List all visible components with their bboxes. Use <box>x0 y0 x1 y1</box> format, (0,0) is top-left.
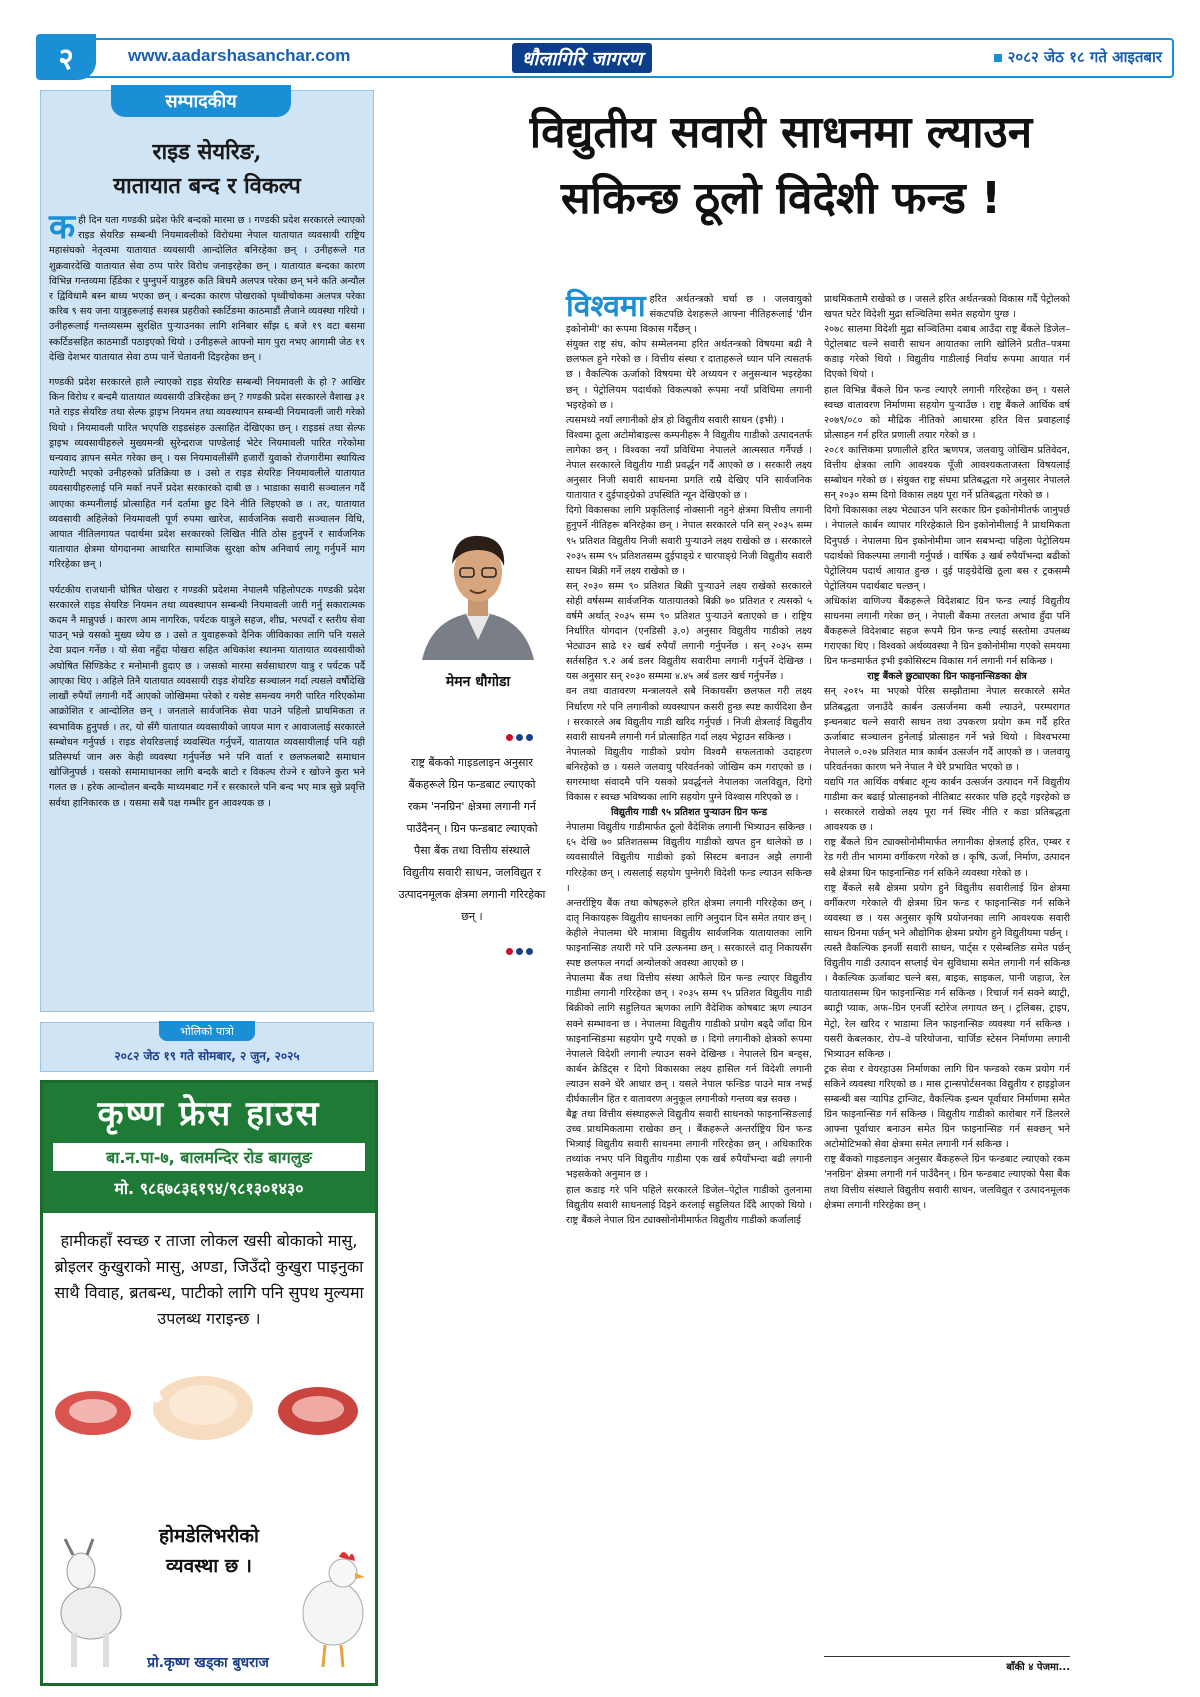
headline-line1: विद्युतीय सवारी साधनमा ल्याउन <box>529 107 1033 158</box>
editorial-paragraph: पर्यटकीय राजधानी घोषित पोखरा र गण्डकी प्रदेशमा नेपालमै पहिलोपटक गण्डकी प्रदेश सरकारले राइड सेयरिङ नियमन तथा व्यवस्थापन सम्बन्धी नियमावली जारी गर्नु सकारात्मक कदम नै मान्नुपर्छ । कारण आम नागरिक, पर्यटक यात्रुले सहज, शीघ्र, भरपर्दो र स्तरीय सेवा पाउन् भन्ने यसको मुख्य ध्येय छ । उसो त युवाहरूको दैनिक जीविकाका लागि पनि यसले टेवा प्रदान गर्नेछ । यो सेवा नहुँदा पोखरा सहित अधिकांश स्थानमा यातायात व्यवसायीको अघोषित सिण्डिकेट र मनोमानी हुदाए छ । जसको मारमा सर्वसाधारण यात्रु र पर्यटक पर्दै आएका थिए । अहिले तिनै यातायात व्यवसायी राइड शेयरिङ सञ्चालन गर्दा त्यसले वर्षौदेखि लाखौं रुपैयाँ लगानी गर्दै आएको जोखिममा परेको र यसेष्ट समन्वय नगरी पारित गरिएकोमा आक्रोशित र आन्दोलित छन् । जनताले सार्वजनिक सेवा पाउने पहिलो प्राथमिकता त स्वभाविक हुनुपर्छ । तर, यो सँगै यातायात व्यवसायीको जायज माग र आवाजलाई सरकारले सम्बोधन गर्नुपर्छ । राइड शेयरिङलाई व्यवस्थित गर्नुपर्ने, यातायात व्यवसायीलाई पनि यही प्रतिस्पर्धा जान अरु केही व्यवस्था गर्नुपर्नेछ भने पनि वार्ता र छलफलबाटै समाधान खोजिनुपर्छ । यसको समामाधानका लागि बन्दकै बाटो र विकल्प रोज्ने र खोज्ने कुरा भने गलत छ । हरेक आन्दोलन बन्दकै माध्यमबाट गर्ने र सरकारले पनि बन्द भए मात्र सुन्ने प्रवृत्ति सर्वथा हानिकारक छ । यसमा सबै पक्ष गम्भीर हुन आवश्यक छ । <box>49 584 365 809</box>
article-headline <box>392 100 1170 232</box>
masthead <box>482 40 682 76</box>
editorial-paragraph: गण्डकी प्रदेश सरकारले हालै ल्याएको राइड सेयरिङ सम्बन्धी नियमावली के हो ? आखिर किन विरोध र बन्दमै यातायात व्यवसायी उत्रिरहेका छन् ? गण्डकी प्रदेश सरकारले वैशाख ३१ गते राइड सेयरिङ तथा सेल्फ ड्राइभ नियमन तथा व्यवस्थापन सम्बन्धी नियमावली जारी गरेको थियो । नियमावली पारित भएपछि राइडसंहरु उत्साहित देखिएका छन् । राइडसं तथा सेल्फ ड्राइभ व्यवसायीहरुले मुख्यमन्त्री सुरेन्द्रराज पाण्डेलाई भेटेर नियमावली पारित गरेकोमा धन्यवाद ज्ञापन समेत गरेका छन् । यस नियमावलीसँगै हजारौं युवाको रोजगारीमा स्थायित्व ग्यारेण्टी भएको उनीहरुको प्रतिक्रिया छ । उसो त राइड सेयरिङ नियमावलीले यातायात व्यवसायीहरुलाई पनि मर्का नपर्ने प्रदेश सरकारको दाबी छ । भाडाका सवारी सञ्चालन गर्दै आएका कम्पनीलाई प्रोत्साहित गर्न दर्तामा छुट दिने नीति लिइएको छ । तर, यातायात व्यवसायी अहिलेको नियमावली पूर्ण रुपमा खारेज, सार्वजनिक सवारी सञ्चालन विधि, आयात नीतिलगायत पदार्थमा प्रदेश सरकारको लिखित नीति ठोस हुनुपर्ने र सार्वजनिक यातायात क्षेत्रमा योगदानमा आधारित सामाजिक सुरक्षा कोष अनिवार्य लागू गर्नुपर्ने माग गरिरहेका छन् । <box>49 377 365 571</box>
article-paragraph: राष्ट्र बैंकको गाइडलाइन अनुसार बैंकहरूले ग्रिन फन्डबाट ल्याएको रकम 'ननग्रिन' क्षेत्रमा लगानी गर्न पाउँदैनन् । ग्रिन फन्डबाट ल्याएको पैसा बैंक तथा वित्तीय संस्थाले विद्युतीय सवारी साधन, जलविद्युत र उत्पादनमूलक क्षेत्रमा लगानी गरिरहेका छन् । <box>824 1154 1070 1211</box>
article-paragraph: राष्ट्र बैंकले सबै क्षेत्रमा प्रयोग हुने विद्युतीय सवारीलाई ग्रिन क्षेत्रमा वर्गीकरण गरेकाले यी क्षेत्रमा ग्रिन फन्ड र फाइनान्सिङ गर्न सकिने व्यवस्था छ । यस अनुसार कृषि प्रयोजनका लागि आवश्यक सवारी साधन ग्रिनमा पर्छन् भने औद्योगिक क्षेत्रमा प्रयोग हुने विद्युतीयमा पर्छन् । <box>824 882 1070 939</box>
article-paragraph: वन तथा वातावरण मन्त्रालयले सबै निकायसँग छलफल गरी लक्ष्य निर्धारण गरे पनि लगानीको व्यवस्थापन कसरी हुन्छ स्पष्ट कार्यदिशा छैन । सरकारले अब विद्युतीय गाडी खरिद गर्नुपर्छ । निजी क्षेत्रलाई विद्युतीय सवारी साधनमै लगानी गर्न प्रोत्साहित गर्दा लक्ष्य भेट्टाउन सकिन्छ । <box>566 686 812 743</box>
editorial-paragraph-text: ही दिन यता गण्डकी प्रदेश फेरि बन्दको मारमा छ । गण्डकी प्रदेश सरकारले ल्याएको राइड सेयरिङ सम्बन्धी नियमावलीको विरोधमा नेपाल यातायात व्यवसायी राष्ट्रिय महासंघको नेतृत्वमा यातायात व्यवसायी आन्दोलित बनिरहेका छन् । उनीहरूले गत शुक्रवारदेखि यातायात सेवा ठप्प पारेर विरोध जनाइरहेका छन् । यातायात बन्दका कारण विभिन्न गन्तव्यमा हिँडेका र पुग्नुपर्ने यात्रुहरु कति बिचमै अलपत्र परेका छन् भने कति अन्यौल र द्विविधामै बस्न बाध्य भएका छन् । बन्दका कारण पोखराको पृथ्वीचोकमा अलपत्र परेका करिब ९ सय जना यात्रुहरूलाई सशस्त्र प्रहरीको स्कर्टिङमा काठमाडौं लैजाने व्यवस्था गरियो । उनीहरूलाई गन्तव्यसम्म सुरक्षित पुर्‍याउनका लागि शनिबार साँझ ६ बजे १९ वटा बसमा स्कर्टिङसहित काठमाडौं पठाइएको थियो । उनीहरूले आफ्नो माग पुरा नभए आगामी जेठ १९ देखि देशभर यातायात सेवा ठप्प पार्ने चेतावनी दिइरहेका छन् । <box>49 215 365 363</box>
article-subheading: विद्युतीय गाडी ९५ प्रतिशत पुर्‍याउन ग्रिन फन्ड <box>610 807 768 819</box>
editorial-paragraph <box>49 207 365 365</box>
home-delivery-line1: होमडेलिभरीको <box>159 1525 259 1547</box>
ad-owner: प्रो.कृष्ण खड्का बुधराज <box>147 1655 269 1671</box>
headline-line2: सकिन्छ ठूलो विदेशी फन्ड ! <box>560 173 1002 224</box>
editorial-body <box>49 207 365 821</box>
article-paragraph: दिगो विकासका लागि प्रकृतिलाई नोक्सानी नहुने क्षेत्रमा वित्तीय लगानी हुनुपर्ने नीतिहरू बनिरहेका छन् । नेपाल सरकारले पनि सन् २०३५ सम्म ९५ प्रतिशत विद्युतीय निजी सवारी पुर्‍याउने लक्ष्य राखेको छ । सरकारले २०३५ सम्म ९५ प्रतिशतसम्म दुईपाङ्ग्रे र चारपाङ्ग्रे निजी विद्युतीय सवारी साधन बिक्री गर्ने लक्ष्य राखेको छ । <box>566 505 812 577</box>
tomorrow-date: २०८२ जेठ १९ गते सोमबार, २ जुन, २०२५ <box>114 1049 300 1063</box>
article-paragraph: त्यसमध्ये नयाँ लगानीको क्षेत्र हो विद्युतीय सवारी साधन (इभी) । <box>566 414 784 426</box>
article-paragraph: त्यस्तै वैकल्पिक इनर्जी सवारी साधन, पार्ट्स र एसेम्बलिङ समेत पर्छन् विद्युतीय गाडी उत्पादन सप्लाई चेन सुविधामा समेत लगानी गर्न सकिन्छ । वैकल्पिक ऊर्जाबाट चल्ने बस, बाइक, साइकल, पानी जहाज, रेल यातायातसम्म ग्रिन फाइनान्सिङ गर्न सकिन्छ । रिचार्ज गर्न सक्ने ब्याट्री, ब्याट्री प्याक, अफ–ग्रिन एनर्जी स्टोरेज लगायत छन् । ट्रलिबस, ट्राइप, मेट्रो, रेल खरिद र भाडामा लिन फाइनान्सिङ व्यवस्था गर्न सकिन्छ । यसरी केबलकार, रोप–वे परियोजना, चार्जिङ स्टेसन निर्माणमा लगानी भित्र्याउन सकिन्छ । <box>824 943 1070 1060</box>
article-paragraph: यद्यपि गत आर्थिक वर्षबाट शून्य कार्बन उत्सर्जन उत्पादन गर्ने विद्युतीय गाडीमा कर बढाई प्रोत्साहनको नीतिबाट सरकार पछि हट्दै गइरहेको छ । सरकारले राखेको लक्ष्य पूरा गर्न स्थिर नीति र कडा प्रतिबद्धता आवश्यक छ । <box>824 777 1070 834</box>
tomorrow-calendar <box>40 1022 374 1072</box>
pull-quote: राष्ट्र बैंकको गाइडलाइन अनुसार बैंकहरूले ग्रिन फन्डबाट ल्याएको रकम 'ननग्रिन' क्षेत्रमा लगानी गर्न पाउँदैनन् । ग्रिन फन्डबाट ल्याएको पैसा बैंक तथा वित्तीय संस्थाले विद्युतीय सवारी साधन, जलविद्युत र उत्पादनमूलक क्षेत्रमा लगानी गरिरहेका छन् । <box>398 756 546 923</box>
article-column-2 <box>824 292 1070 1213</box>
continued-on-page[interactable]: बाँकी ४ पेजमा... <box>824 1656 1070 1673</box>
article-paragraph: नेपालमा बैंक तथा वित्तीय संस्था आफैले ग्रिन फन्ड ल्याएर विद्युतीय गाडीमा लगानी गरिरहेका छन् । २०३५ सम्म ९५ प्रतिशत विद्युतीय गाडी बिक्रीको लागि सहुलियत ऋणका लागि वैदेशिक कोषबाट ऋण ल्याउन सक्ने सम्भावना छ । नेपालमा विद्युतीय गाडीको प्रयोग बढ्दै जाँदा ग्रिन फाइनान्सिङमा सहयोग पुग्दै गएको छ । दिगो लगानीको क्षेत्रको रूपमा नेपालले विदेशी लगानी ल्याउन सक्ने देखिन्छ । नेपालले ग्रिन बन्ड्स, कार्बन क्रेडिट्स र दिगो विकासका लक्ष्य हासिल गर्न विदेशी लगानी ल्याउन सक्ने धेरै आधार छन् । यसले नेपाल फन्डिङ पाउने मात्र नभई दीर्घकालीन हित र वातावरण अनुकूल लगानीको गन्तव्य बन्न सक्छ । <box>566 973 812 1105</box>
meat-image-icon <box>53 1353 365 1453</box>
article-paragraph: ट्रक सेवा र वेयरहाउस निर्माणका लागि ग्रिन फन्डको रकम प्रयोग गर्न सकिने व्यवस्था गरिएको छ । मास ट्रान्सपोर्टसनका विद्युतीय र हाइड्रोजन सम्बन्धी बस र्‍यापिड ट्रान्जिट, वैकल्पिक इन्धन पूर्वाधार निर्माणमा समेत ग्रिन फाइनान्सिङ गर्न सकिन्छ । विद्युतीय गाडीको कारोबार गर्ने डिलरले आफ्ना पूर्वाधार बनाउन समेत ग्रिन फाइनान्सिङ गर्न सक्छन् भने अटोमोटिभको सेवा क्षेत्रमा समेत लगानी गर्न सकिन्छ । <box>824 1063 1070 1151</box>
article-paragraph: अन्तर्राष्ट्रिय बैंक तथा कोषहरूले हरित क्षेत्रमा लगानी गरिरहेका छन् । दातृ निकायहरू विद्युतीय साधनका लागि अनुदान दिन समेत तयार छन् । केहीले नेपालमा धेरै मात्रामा विद्युतीय सार्वजनिक यातायातका लागि फाइनान्सिङ तयारी गरे पनि उल्फनमा छन् । सरकारले दातृ निकायसँग स्पष्ट छलफल नगर्दा अन्योलको अवस्था आएको छ । <box>566 897 812 970</box>
square-icon <box>994 54 1002 62</box>
editorial-box <box>40 90 374 1012</box>
article-paragraph: २०७८ सालमा विदेशी मुद्रा सञ्चितिमा दबाब आउँदा राष्ट्र बैंकले डिजेल–पेट्रोलबाट चल्ने सवारी साधन आयातका लागि खोलिने प्रतीत–पत्रमा कडाइ गरेको थियो । विद्युतीय गाडीलाई निर्वाध रूपमा आयात गर्न दिएको थियो । <box>824 324 1070 381</box>
article-paragraph-text: हरित अर्थतन्त्रको चर्चा छ । जलवायुको संकटपछि देशहरूले आफ्ना नीतिहरूलाई 'ग्रीन इकोनोमी' का रूपमा विकास गर्दैछन् । <box>566 294 812 336</box>
article-column-1 <box>566 289 812 1228</box>
author-photo <box>412 520 544 660</box>
hen-icon <box>293 1533 369 1673</box>
issue-date <box>994 47 1162 67</box>
lead-word: विश्वमा <box>566 289 646 324</box>
article-paragraph: नेपालमा विद्युतीय गाडीमार्फत ठूलो वैदेशिक लगानी भित्र्याउन सकिन्छ । ६५ देखि ७० प्रतिशतसम्म विद्युतीय गाडीको खपत हुन थालेको छ । व्यवसायीले विद्युतीय गाडीको इको सिस्टम बनाउन अझै लगानी गरिरहेका छन् । त्यसलाई सहयोग पुग्नेगरी विदेशी फन्ड ल्याउन सकिन्छ । <box>566 822 812 894</box>
advertisement[interactable] <box>40 1080 378 1686</box>
editorial-label: सम्पादकीय <box>111 85 291 117</box>
ad-business-name: कृष्ण फ्रेस हाउस <box>97 1094 321 1134</box>
page-header-bar <box>40 38 1174 78</box>
editorial-title-line2: यातायात बन्द र विकल्प <box>113 173 301 199</box>
issue-date-text: २०८२ जेठ १८ गते आइतबार <box>1007 48 1162 66</box>
editorial-title <box>41 135 373 203</box>
article-paragraph <box>566 289 812 337</box>
article-paragraph: प्राथमिकतामै राखेको छ । जसले हरित अर्थतन्त्रको विकास गर्दै पेट्रोलको खपत घटेर विदेशी मुद्रा सञ्चितिमा समेत सहयोग पुग्छ । <box>824 294 1070 321</box>
article-subheading: राष्ट्र बैंकले छुट्याएका ग्रिन फाइनान्सिङका क्षेत्र <box>867 671 1027 683</box>
home-delivery-line2: व्यवस्था छ । <box>166 1555 252 1577</box>
dropcap: क <box>49 207 76 247</box>
dots-icon <box>506 948 536 956</box>
article-paragraph: संयुक्त राष्ट्र संघ, कोप सम्मेलनमा हरित अर्थतन्त्रको विषयमा बढी नै छलफल हुने गरेको छ । वित्तीय संस्था र दाताहरूले ध्यान पनि त्यसतर्फ छ । वैकल्पिक ऊर्जाको विषयमा धेरै अध्ययन र अनुसन्धान भइरहेका छन् । पेट्रोलियम पदार्थको विकल्पको रूपमा नयाँ प्रविधिमा लगानी भइरहेको छ । <box>566 339 812 411</box>
editorial-title-line1: राइड सेयरिङ, <box>152 139 262 165</box>
article-paragraph: राष्ट्र बैंकले ग्रिन ट्याक्सोनोमीमार्फत लगानीका क्षेत्रलाई हरित, एम्बर र रेड गरी तीन भागमा वर्गीकरण गरेको छ । कृषि, ऊर्जा, निर्माण, उत्पादन सबै क्षेत्रमा ग्रिन फाइनान्सिङ गर्न सकिने व्यवस्था गरेको छ । <box>824 837 1070 879</box>
article-paragraph: अधिकांश वाणिज्य बैंकहरूले विदेशबाट ग्रिन फन्ड ल्याई विद्युतीय साधनमा लगानी गरेका छन् । नेपाली बैंकमा तरलता अभाव हुँदा पनि बैंकहरूले विदेशबाट सहज रूपमै ग्रिन फन्ड ल्याई सस्तोमा उपलब्ध गराएका थिए । विश्वको अर्थव्यवस्था नै ग्रिन इकोनोमीमा गएको समयमा ग्रिन फन्डमार्फत इभी इकोसिस्टम विकास गर्न लगानी गर्न सकिन्छ । <box>824 595 1070 668</box>
article-paragraph: विश्वमा ठूला अटोमोबाइल्स कम्पनीहरू नै विद्युतीय गाडीको उत्पादनतर्फ लागेका छन् । विश्वका नयाँ प्रविधिमा नेपालले आत्मसात गर्नैपर्छ । नेपाल सरकारले विद्युतीय गाडी प्रवर्द्धन गर्दै आएको छ । सरकारी लक्ष्य अनुसार निजी सवारी साधनमा प्रगति राम्रै देखिए पनि सार्वजनिक यातायात र दुईपाङ्ग्रेको उपस्थिति न्यून देखिएको छ । <box>566 429 812 502</box>
ad-header <box>43 1083 375 1213</box>
ad-description: हामीकहाँ स्वच्छ र ताजा लोकल खसी बोकाको मासु, ब्रोइलर कुखुराको मासु, अण्डा, जिउँदो कुखुरा पाइनुका साथै विवाह, ब्रतबन्ध, पाटीको लागि पनि सुपथ मुल्यमा उपलब्ध गराइन्छ । <box>54 1231 364 1328</box>
article-paragraph: २०८१ कात्तिकमा प्रणालीले हरित ऋणपत्र, जलवायु जोखिम प्रतिवेदन, वित्तीय क्षेत्रका लागि आवश्यक पूँजी आवश्यकताजस्ता विषयलाई सम्बोधन गरेको छ । संयुक्त राष्ट्र संघमा प्रतिबद्धता गरे अनुसार नेपालले सन् २०३० सम्म दिगो विकास लक्ष्य पूरा गर्ने प्रतिबद्धता गरेको छ । <box>824 444 1070 502</box>
home-delivery-text <box>129 1521 289 1581</box>
article-paragraph: सन् २०१५ मा भएको पेरिस सम्झौतामा नेपाल सरकारले समेत प्रतिबद्धता जनाउँदै कार्बन उत्सर्जनमा कमी ल्याउने, परम्परागत इन्धनबाट चल्ने सवारी साधन तथा उपकरण प्रयोग कम गर्दै हरित ऊर्जाबाट सञ्चालन हुनेलाई प्रोत्साहन गर्ने भन्ने थियो । विश्वभरमा नेपालले ०.०२७ प्रतिशत मात्र कार्बन उत्सर्जन गर्दै आएको छ । जलवायु परिवर्तनका कारण भने नेपाल नै धेरै प्रभावित भएको छ । <box>824 686 1070 773</box>
author-name: मेमन धौगोडा <box>445 674 511 690</box>
ad-footer <box>43 1513 375 1683</box>
article-paragraph: दिगो विकासका लक्ष्य भेट्याउन पनि सरकार ग्रिन इकोनोमीतर्फ जानुपर्छ । नेपालले कार्बन व्यापार गरिरहेकाले ग्रिन इकोनोमीलाई नै प्राथमिकता दिनुपर्छ । नेपालमा ग्रिन इकोनोमीमा जान सबभन्दा पहिला पेट्रोलियम पदार्थको विकल्पमा लगानी गर्नुपर्छ । वार्षिक ३ खर्ब रुपैयाँभन्दा बढीको पेट्रोलियम पदार्थ आयात हुन्छ । दुई पाङ्ग्रेदेखि ठूला बस र ट्रकसम्मै पेट्रोलियम पदार्थबाट चल्छन् । <box>824 505 1070 592</box>
article-paragraph: बैङ्क तथा वित्तीय संस्थाहरूले विद्युतीय सवारी साधनको फाइनान्सिङलाई उच्च प्राथमिकतामा राखेका छन् । बैंकहरूले अन्तर्राष्ट्रिय ग्रिन फन्ड भित्र्याई विद्युतीय सवारी साधनमा लगानी गरिरहेका छन् । अधिकारिक तथ्यांक नभए पनि विद्युतीय गाडीमा एक खर्ब रुपैयाँभन्दा बढी लगानी भइसकेको अनुमान छ । <box>566 1109 812 1181</box>
article-paragraph: सन् २०३० सम्म ९० प्रतिशत बिक्री पुर्‍याउने लक्ष्य राखेको सरकारले सोही वर्षसम्म सार्वजनिक यातायातको बिक्री ७० प्रतिशत र त्यसको ५ वर्षमै अर्थात् २०३५ सम्म ९० प्रतिशत पुर्‍याउने बताएको छ । राष्ट्रिय निर्धारित योगदान (एनडिसी ३.०) अनुसार विद्युतीय गाडीको लक्ष्य भेट्याउन साढे १२ खर्ब रुपैयाँ लगानी गर्नुपर्नेछ । सन् २०३५ सम्म सर्तसहित ९.२ अर्ब डलर विद्युतीय सवारीमा लगानी गर्नुपर्ने देखिन्छ । यस अनुसार सन् २०३० सम्ममा ४.४५ अर्ब डलर खर्च गर्नुपर्नेछ । <box>566 580 812 683</box>
ad-address: बा.न.पा-७, बालमन्दिर रोड बागलुङ <box>53 1143 365 1171</box>
goat-icon <box>51 1533 129 1673</box>
article-paragraph: नेपालको विद्युतीय गाडीको प्रयोग विश्वमै सफलताको उदाहरण बनिरहेको छ । यसले जलवायु परिवर्तनको जोखिम कम गराएको छ । सगरमाथा संवादमै पनि यसको प्रवर्द्धनले नेपालका जलविद्युत, दिगो विकास र स्वच्छ भविष्यका लागि सहयोग पुग्ने विश्वास गरिएको छ । <box>566 746 812 804</box>
ad-phone: मो. ९८६७८३६१९४/९८१३०१४३० <box>114 1179 304 1198</box>
tomorrow-label: भोलिको पात्रो <box>159 1021 255 1041</box>
page-number: २ <box>36 34 96 80</box>
article-paragraph: हाल कडाइ गरे पनि पहिले सरकारले डिजेल–पेट्रोल गाडीको तुलनामा विद्युतीय सवारी साधनलाई दिइने करलाई सहुलियत दिँदै आएको थियो । राष्ट्र बैंकले नेपाल ग्रिन ट्याक्सोनोमीमार्फत विद्युतीय गाडीको कर्जालाई <box>566 1184 812 1226</box>
article-paragraph: हाल विभिन्न बैंकले ग्रिन फन्ड ल्याएरै लगानी गरिरहेका छन् । यसले स्वच्छ वातावरण निर्माणमा सहयोग पुर्‍याउँछ । राष्ट्र बैंकले आर्थिक वर्ष २०७९/०८० को मौद्रिक नीतिको आधारमा हरित वित्त प्रवाहलाई प्रोत्साहन गर्न हरित प्रणाली तयार गरेको छ । <box>824 384 1070 441</box>
dots-icon <box>506 734 536 742</box>
masthead-logo: धौलागिरि जागरण <box>512 43 653 73</box>
site-url[interactable]: www.aadarshasanchar.com <box>128 46 351 65</box>
